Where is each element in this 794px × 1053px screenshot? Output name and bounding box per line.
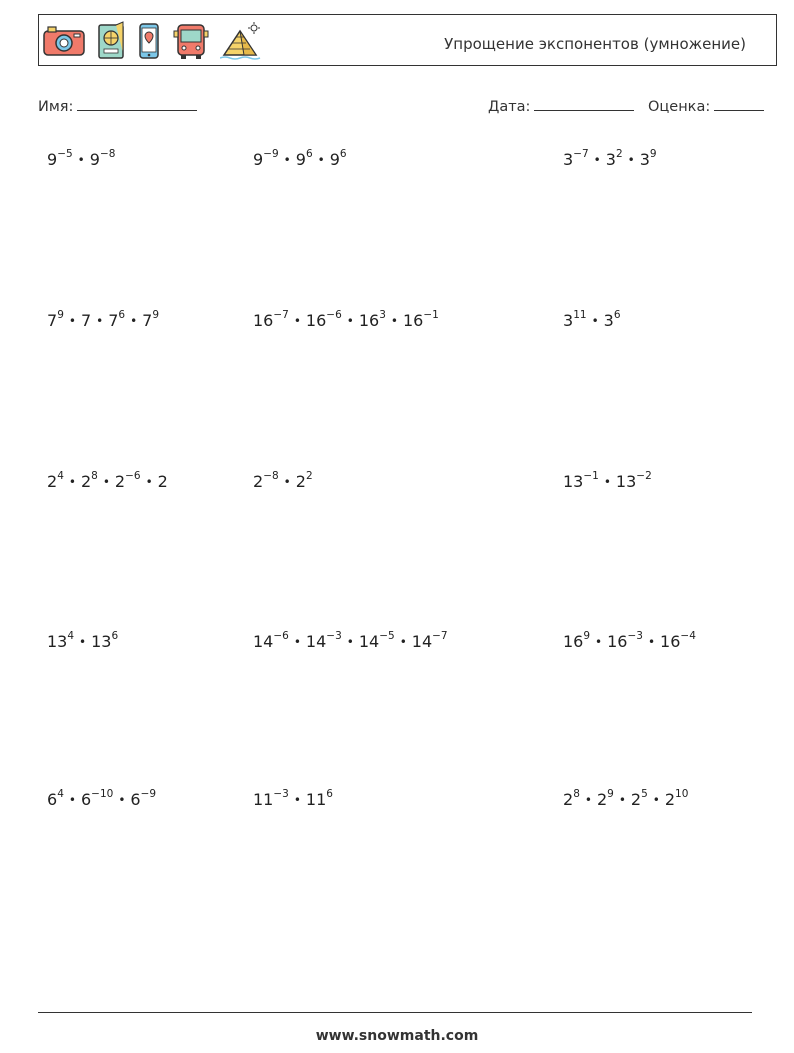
multiply-dot: • <box>68 475 76 489</box>
base: 14 <box>358 632 380 651</box>
exponent: −8 <box>263 469 279 482</box>
base: 11 <box>305 790 327 809</box>
multiply-dot: • <box>79 635 87 649</box>
worksheet-title: Упрощение экспонентов (умножение) <box>444 35 746 53</box>
exponent: −3 <box>326 629 342 642</box>
exponent: −6 <box>125 469 141 482</box>
multiply-dot: • <box>593 153 601 167</box>
base: 9 <box>329 150 340 169</box>
base: 13 <box>91 632 112 651</box>
problem-5 <box>253 308 439 330</box>
name-blank[interactable] <box>77 96 197 111</box>
base: 3 <box>639 150 650 169</box>
problem-7 <box>47 469 168 491</box>
base: 2 <box>295 472 306 491</box>
exponent: 4 <box>57 787 64 800</box>
exponent: −2 <box>636 469 652 482</box>
problem-13 <box>47 787 157 809</box>
multiply-dot: • <box>399 635 407 649</box>
score-blank[interactable] <box>714 96 764 111</box>
base: 9 <box>89 150 100 169</box>
base: 16 <box>660 632 681 651</box>
base: 2 <box>114 472 126 491</box>
problem-2 <box>253 147 347 169</box>
exponent: −3 <box>273 787 289 800</box>
base: 3 <box>563 311 574 330</box>
exponent: 9 <box>607 787 614 800</box>
multiply-dot: • <box>595 635 603 649</box>
base: 6 <box>80 790 92 809</box>
base: 13 <box>615 472 637 491</box>
base: 2 <box>630 790 642 809</box>
exponent: −8 <box>99 147 116 160</box>
base: 7 <box>108 311 119 330</box>
exponent: −10 <box>91 787 114 800</box>
base: 7 <box>142 311 153 330</box>
multiply-dot: • <box>627 153 635 167</box>
problem-10 <box>47 629 119 651</box>
multiply-dot: • <box>145 475 153 489</box>
problem-6 <box>563 308 621 330</box>
score-label: Оценка: <box>648 99 711 115</box>
exponent: 11 <box>573 308 587 321</box>
exponent: 6 <box>305 147 313 160</box>
bus-icon <box>172 21 210 61</box>
multiply-dot: • <box>584 793 592 807</box>
base: 7 <box>80 311 92 330</box>
base: 16 <box>402 311 424 330</box>
phone-location-icon <box>136 21 162 61</box>
multiply-dot: • <box>96 314 104 328</box>
exponent: −7 <box>573 147 589 160</box>
multiply-dot: • <box>283 153 291 167</box>
base: 16 <box>305 311 327 330</box>
exponent: 8 <box>91 469 98 482</box>
problem-15 <box>563 787 689 809</box>
problem-12 <box>563 629 696 651</box>
problem-8 <box>253 469 313 491</box>
base: 9 <box>47 150 58 169</box>
base: 3 <box>563 150 574 169</box>
exponent: 9 <box>57 308 64 321</box>
exponent: 3 <box>379 308 386 321</box>
multiply-dot: • <box>591 314 599 328</box>
multiply-dot: • <box>293 314 301 328</box>
problem-11 <box>253 629 448 651</box>
multiply-dot: • <box>68 314 76 328</box>
exponent: −4 <box>680 629 696 642</box>
exponent: 4 <box>67 629 75 642</box>
problem-4 <box>47 308 160 330</box>
base: 16 <box>253 311 274 330</box>
exponent: 8 <box>573 787 580 800</box>
multiply-dot: • <box>293 793 301 807</box>
base: 2 <box>47 472 58 491</box>
base: 3 <box>603 311 614 330</box>
multiply-dot: • <box>346 314 354 328</box>
exponent: 6 <box>111 629 119 642</box>
exponent: 6 <box>326 787 333 800</box>
exponent: −1 <box>423 308 439 321</box>
score-field <box>648 96 764 115</box>
exponent: 5 <box>641 787 648 800</box>
base: 2 <box>253 472 264 491</box>
multiply-dot: • <box>603 475 611 489</box>
exponent: −7 <box>432 629 448 642</box>
problem-14 <box>253 787 333 809</box>
base: 14 <box>253 632 274 651</box>
multiply-dot: • <box>118 793 126 807</box>
exponent: 6 <box>613 308 621 321</box>
base: 2 <box>664 790 676 809</box>
multiply-dot: • <box>346 635 354 649</box>
base: 11 <box>253 790 274 809</box>
base: 9 <box>295 150 306 169</box>
exponent: −9 <box>140 787 157 800</box>
multiply-dot: • <box>130 314 138 328</box>
exponent: −5 <box>379 629 395 642</box>
header-box <box>38 14 777 66</box>
base: 6 <box>47 790 58 809</box>
camera-icon <box>42 24 86 58</box>
base: 2 <box>596 790 608 809</box>
header-icons <box>42 19 264 63</box>
exponent: 4 <box>57 469 64 482</box>
exponent: 9 <box>583 629 591 642</box>
multiply-dot: • <box>102 475 110 489</box>
base: 16 <box>607 632 628 651</box>
date-label: Дата: <box>488 99 531 115</box>
name-label: Имя: <box>38 99 74 115</box>
exponent: −1 <box>583 469 599 482</box>
exponent: −6 <box>326 308 342 321</box>
exponent: −5 <box>57 147 73 160</box>
exponent: 10 <box>675 787 689 800</box>
multiply-dot: • <box>283 475 291 489</box>
base: 6 <box>130 790 141 809</box>
footer-divider <box>38 1012 752 1013</box>
exponent: 9 <box>649 147 657 160</box>
date-field <box>488 96 634 115</box>
base: 2 <box>80 472 92 491</box>
problem-3 <box>563 147 657 169</box>
passport-icon <box>96 21 126 61</box>
base: 16 <box>358 311 380 330</box>
exponent: −6 <box>273 629 289 642</box>
base: 14 <box>305 632 327 651</box>
base: 16 <box>563 632 584 651</box>
multiply-dot: • <box>652 793 660 807</box>
base: 7 <box>47 311 58 330</box>
pyramid-icon <box>220 21 264 61</box>
multiply-dot: • <box>77 153 85 167</box>
problem-9 <box>563 469 652 491</box>
multiply-dot: • <box>68 793 76 807</box>
exponent: −9 <box>263 147 279 160</box>
problem-1 <box>47 147 116 169</box>
base: 13 <box>563 472 584 491</box>
exponent: 2 <box>305 469 313 482</box>
exponent: −7 <box>273 308 289 321</box>
multiply-dot: • <box>618 793 626 807</box>
exponent: 6 <box>339 147 347 160</box>
base: 2 <box>563 790 574 809</box>
exponent: 9 <box>152 308 160 321</box>
exponent: −3 <box>627 629 643 642</box>
name-field <box>38 96 197 115</box>
multiply-dot: • <box>390 314 398 328</box>
base: 3 <box>605 150 616 169</box>
date-blank[interactable] <box>534 96 634 111</box>
footer-site: www.snowmath.com <box>315 1028 479 1044</box>
base: 13 <box>47 632 68 651</box>
multiply-dot: • <box>293 635 301 649</box>
base: 9 <box>253 150 264 169</box>
exponent: 2 <box>615 147 623 160</box>
base: 14 <box>411 632 433 651</box>
exponent: 6 <box>118 308 126 321</box>
base: 2 <box>157 472 168 491</box>
multiply-dot: • <box>317 153 325 167</box>
multiply-dot: • <box>647 635 656 649</box>
